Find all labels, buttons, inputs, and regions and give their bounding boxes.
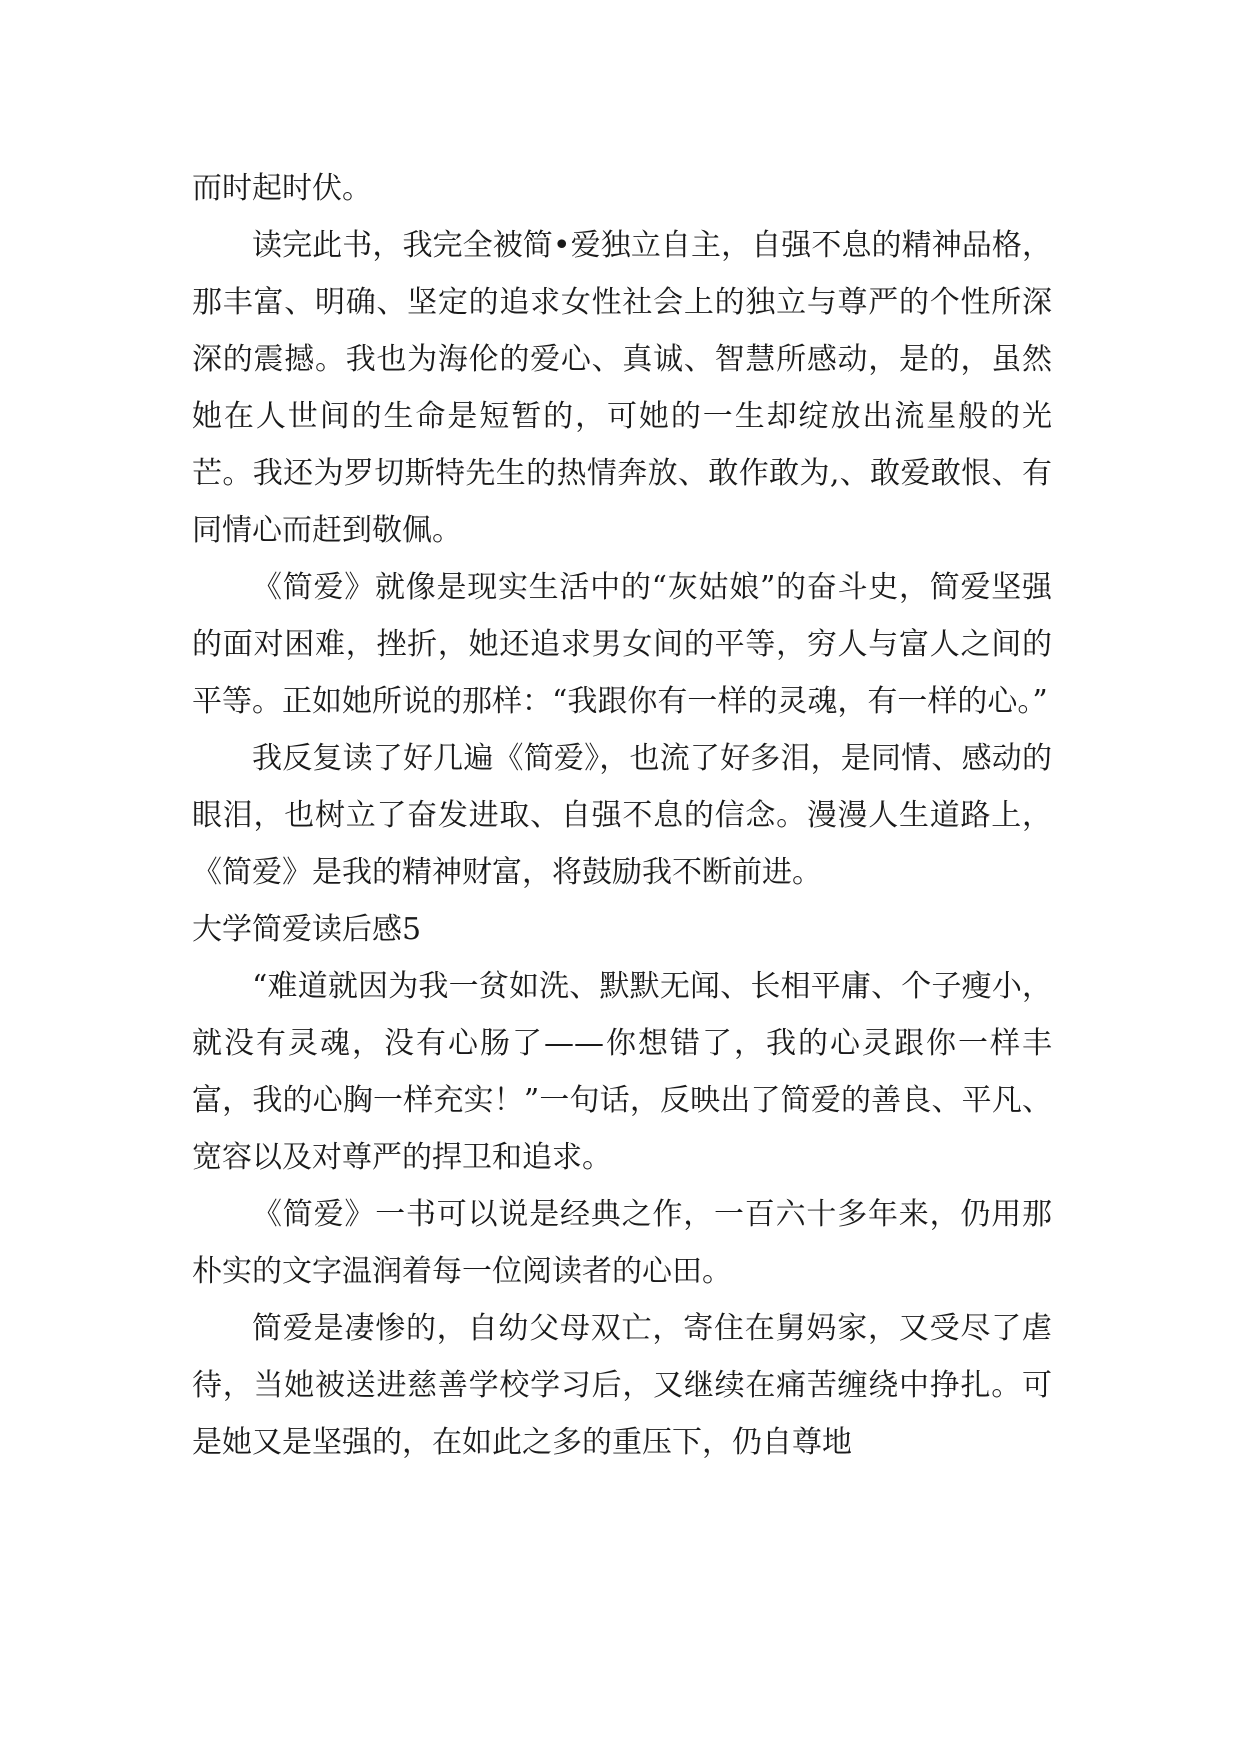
paragraph-quote: “难道就因为我一贫如洗、默默无闻、长相平庸、个子瘦小，就没有灵魂，没有心肠了——你想错了，我的心灵跟你一样丰富，我的心胸一样充实！”一句话，反映出了简爱的善良、平凡、宽容以及对尊严的捍卫和追求。 <box>192 969 1052 1175</box>
paragraph-reading-impression: 读完此书，我完全被简•爱独立自主，自强不息的精神品格，那丰富、明确、坚定的追求女性社会上的独立与尊严的个性所深深的震撼。我也为海伦的爱心、真诚、智慧所感动，是的，虽然她在人世间的生命是短暂的，可她的一生却绽放出流星般的光芒。我还为罗切斯特先生的热情奔放、敢作敢为,、敢爱敢恨、有同情心而赶到敬佩。 <box>192 228 1052 548</box>
paragraph-childhood: 简爱是凄惨的，自幼父母双亡，寄住在舅妈家，又受尽了虐待，当她被送进慈善学校学习后，又继续在痛苦缠绕中挣扎。可是她又是坚强的，在如此之多的重压下，仍自尊地 <box>192 1311 1052 1460</box>
paragraph-reread: 我反复读了好几遍《简爱》，也流了好多泪，是同情、感动的眼泪，也树立了奋发进取、自强不息的信念。漫漫人生道路上，《简爱》是我的精神财富，将鼓励我不断前进。 <box>192 741 1052 890</box>
section-heading: 大学简爱读后感5 <box>192 912 422 947</box>
paragraph-classic: 《简爱》一书可以说是经典之作，一百六十多年来，仍用那朴实的文字温润着每一位阅读者的心田。 <box>192 1197 1052 1289</box>
paragraph-continuation: 而时起时伏。 <box>192 171 372 206</box>
document-body <box>192 160 1052 1471</box>
paragraph-cinderella: 《简爱》就像是现实生活中的“灰姑娘”的奋斗史，简爱坚强的面对困难，挫折，她还追求男女间的平等，穷人与富人之间的平等。正如她所说的那样：“我跟你有一样的灵魂，有一样的心。” <box>192 570 1052 719</box>
